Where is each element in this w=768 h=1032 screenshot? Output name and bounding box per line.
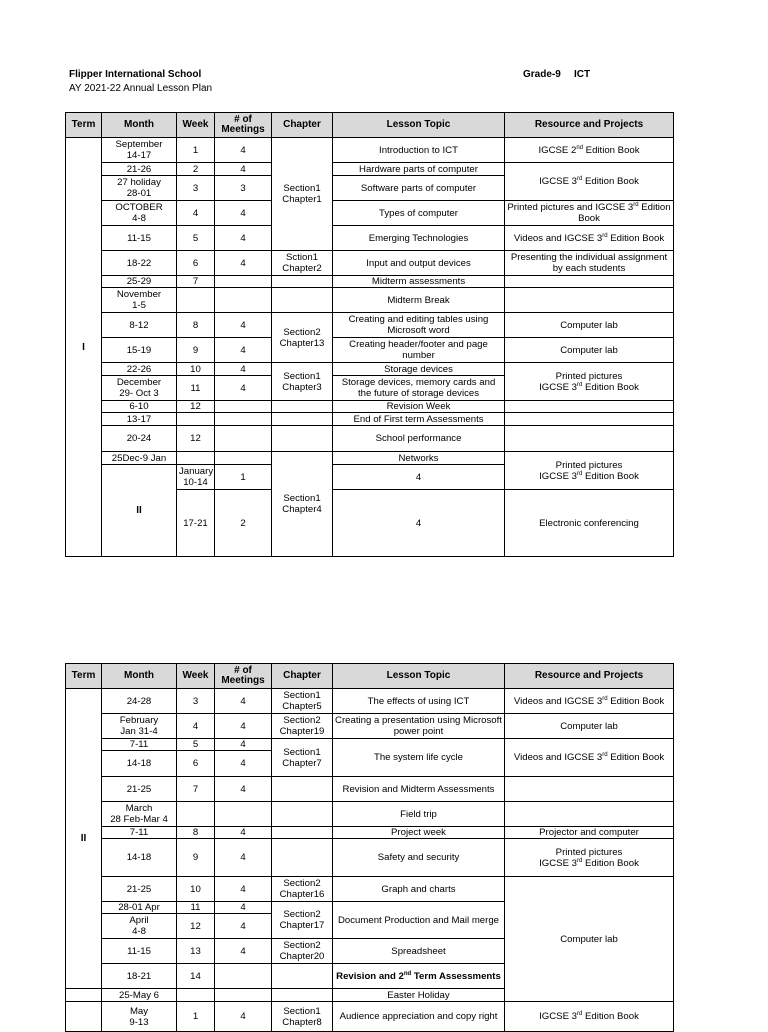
table-cell: 6 [177, 251, 215, 276]
table-row [66, 689, 674, 714]
table-cell: Printed pictures IGCSE 3rd Edition Book [505, 452, 674, 490]
table-cell: 4 [215, 338, 272, 363]
table-cell: 25-29 [102, 276, 177, 288]
table-cell: 4 [215, 839, 272, 877]
table-cell: Section2 Chapter16 [272, 877, 333, 902]
table-cell [505, 401, 674, 413]
table-cell: Midterm assessments [333, 276, 505, 288]
table-cell: IGCSE 3rd Edition Book [505, 1002, 674, 1032]
table-row [66, 338, 674, 363]
column-header: Chapter [272, 113, 333, 138]
table-cell: Revision and 2nd Term Assessments [333, 964, 505, 989]
table-cell: Software parts of computer [333, 176, 505, 201]
table-cell: Midterm Break [333, 288, 505, 313]
table-cell [215, 802, 272, 827]
table-cell: Electronic conferencing [505, 490, 674, 557]
table-cell: 13-17 [102, 413, 177, 426]
table-cell: Field trip [333, 802, 505, 827]
table-cell [177, 989, 215, 1002]
grade-label: Grade-9 [523, 69, 561, 80]
table-cell [215, 401, 272, 413]
table-cell: 8 [177, 313, 215, 338]
table-cell: Creating a presentation using Microsoft power point [333, 714, 505, 739]
table-cell: 12 [177, 426, 215, 452]
table-cell: 4 [215, 939, 272, 964]
table-cell: IGCSE 2nd Edition Book [505, 138, 674, 163]
table-cell: 4 [177, 714, 215, 739]
table-cell: 24-28 [102, 689, 177, 714]
table-cell: 4 [215, 877, 272, 902]
table-header-row [66, 113, 674, 138]
table-cell [215, 964, 272, 989]
table-cell [177, 452, 215, 465]
table-cell: Revision Week [333, 401, 505, 413]
table-cell: Videos and IGCSE 3rd Edition Book [505, 739, 674, 777]
table-cell: 4 [215, 714, 272, 739]
table-cell: 4 [215, 751, 272, 777]
table-cell: January 10-14 [177, 465, 215, 490]
table-row [66, 276, 674, 288]
table-row [66, 426, 674, 452]
table-cell [505, 413, 674, 426]
table-cell: 7 [177, 777, 215, 802]
table-cell: The effects of using ICT [333, 689, 505, 714]
table-cell: Section2 Chapter19 [272, 714, 333, 739]
column-header: Term [66, 113, 102, 138]
table-cell: Section1 Chapter5 [272, 689, 333, 714]
table-cell [272, 276, 333, 288]
table-cell: 3 [177, 176, 215, 201]
table-cell [272, 777, 333, 802]
subject-label: ICT [574, 69, 591, 80]
table-cell: 27 holiday 28-01 [102, 176, 177, 201]
table-cell [272, 839, 333, 877]
table-cell: 17-21 [177, 490, 215, 557]
table-cell: 25Dec-9 Jan [102, 452, 177, 465]
table-cell [505, 777, 674, 802]
table-cell [272, 802, 333, 827]
table-cell [272, 989, 333, 1002]
table-cell: 4 [215, 376, 272, 401]
table-cell: Section1 Chapter7 [272, 739, 333, 777]
table-cell: Emerging Technologies [333, 226, 505, 251]
table-cell [177, 802, 215, 827]
table-cell [215, 276, 272, 288]
table-cell: Section1 Chapter3 [272, 363, 333, 401]
table-cell: 21-25 [102, 777, 177, 802]
table-cell: Printed pictures IGCSE 3rd Edition Book [505, 839, 674, 877]
table-cell: 12 [177, 401, 215, 413]
table-cell: 14-18 [102, 839, 177, 877]
table-header-row [66, 664, 674, 689]
table-cell: 4 [215, 251, 272, 276]
table-cell [215, 413, 272, 426]
table-cell [505, 276, 674, 288]
table-row [66, 1002, 674, 1032]
table-row [66, 777, 674, 802]
table-cell: Hardware parts of computer [333, 163, 505, 176]
table-cell: End of First term Assessments [333, 413, 505, 426]
table-cell [272, 827, 333, 839]
table-cell: 11-15 [102, 226, 177, 251]
table-cell: 4 [215, 226, 272, 251]
table-cell: 14 [177, 964, 215, 989]
table-cell: Printed pictures IGCSE 3rd Edition Book [505, 363, 674, 401]
table-row [66, 739, 674, 751]
table-cell: Project week [333, 827, 505, 839]
table-cell: 1 [177, 138, 215, 163]
column-header: Month [102, 113, 177, 138]
table-cell: 2 [177, 163, 215, 176]
table-cell [66, 1002, 102, 1032]
table-row [66, 138, 674, 163]
table-cell: 11 [177, 902, 215, 914]
table-cell [215, 426, 272, 452]
table-row [66, 313, 674, 338]
table-cell: 4 [215, 138, 272, 163]
table-cell [505, 802, 674, 827]
column-header: # of Meetings [215, 113, 272, 138]
table-cell: Storage devices, memory cards and the future of storage devices [333, 376, 505, 401]
column-header: Week [177, 113, 215, 138]
table-cell: Projector and computer [505, 827, 674, 839]
plan-title: AY 2021-22 Annual Lesson Plan [69, 83, 213, 94]
table-cell: II [102, 465, 177, 557]
table-row [66, 288, 674, 313]
table-cell: School performance [333, 426, 505, 452]
table-cell: 10 [177, 877, 215, 902]
table-row [66, 251, 674, 276]
table-cell: 11-15 [102, 939, 177, 964]
table-cell: The system life cycle [333, 739, 505, 777]
table-cell: Audience appreciation and copy right [333, 1002, 505, 1032]
table-cell: Section1 Chapter8 [272, 1002, 333, 1032]
table-cell: April 4-8 [102, 914, 177, 939]
table-cell: 4 [215, 739, 272, 751]
column-header: # of Meetings [215, 664, 272, 689]
table-cell [66, 989, 102, 1002]
column-header: Resource and Projects [505, 664, 674, 689]
school-name: Flipper International School [69, 69, 202, 80]
table-cell: Document Production and Mail merge [333, 902, 505, 939]
table-cell: 8-12 [102, 313, 177, 338]
table-cell: 7-11 [102, 739, 177, 751]
table-cell: September 14-17 [102, 138, 177, 163]
table-cell: 12 [177, 914, 215, 939]
table-cell: Types of computer [333, 201, 505, 226]
table-cell: 10 [177, 363, 215, 376]
table-cell [215, 989, 272, 1002]
table-cell: 22-26 [102, 363, 177, 376]
table-cell: 15-19 [102, 338, 177, 363]
table-cell: 4 [215, 201, 272, 226]
table-cell: 18-22 [102, 251, 177, 276]
table-row [66, 452, 674, 465]
table-cell: Computer lab [505, 338, 674, 363]
table-cell: December 29- Oct 3 [102, 376, 177, 401]
table-cell: 4 [215, 1002, 272, 1032]
table-cell: May 9-13 [102, 1002, 177, 1032]
table-row [66, 802, 674, 827]
table-cell: Sction1 Chapter2 [272, 251, 333, 276]
table-cell: Section1 Chapter4 [272, 452, 333, 557]
table-row [66, 877, 674, 902]
table-cell: Printed pictures and IGCSE 3rd Edition Book [505, 201, 674, 226]
table-cell: Videos and IGCSE 3rd Edition Book [505, 689, 674, 714]
table-cell: 3 [177, 689, 215, 714]
table-cell: 20-24 [102, 426, 177, 452]
column-header: Month [102, 664, 177, 689]
table-cell: 4 [333, 465, 505, 490]
table-row [66, 226, 674, 251]
table-cell: 5 [177, 226, 215, 251]
table-cell [272, 401, 333, 413]
table-row [66, 401, 674, 413]
table-cell: Section2 Chapter20 [272, 939, 333, 964]
table-cell [177, 413, 215, 426]
table-cell: Section2 Chapter13 [272, 313, 333, 363]
table-cell [272, 964, 333, 989]
table-cell [272, 426, 333, 452]
table-cell: II [66, 689, 102, 989]
table-cell: Input and output devices [333, 251, 505, 276]
table-cell: Computer lab [505, 877, 674, 1002]
lesson-plan-table-term-1 [65, 112, 674, 557]
table-cell: 4 [215, 689, 272, 714]
table-cell: OCTOBER 4-8 [102, 201, 177, 226]
table-cell: Storage devices [333, 363, 505, 376]
table-cell: 1 [177, 1002, 215, 1032]
table-row [66, 827, 674, 839]
table-cell: Easter Holiday [333, 989, 505, 1002]
table-cell: 4 [215, 827, 272, 839]
lesson-plan-table-term-2 [65, 663, 674, 1032]
table-cell: Videos and IGCSE 3rd Edition Book [505, 226, 674, 251]
table-cell: 4 [215, 163, 272, 176]
table-cell: 8 [177, 827, 215, 839]
table-cell [272, 413, 333, 426]
column-header: Resource and Projects [505, 113, 674, 138]
table-cell: 5 [177, 739, 215, 751]
table-cell: I [66, 138, 102, 557]
table-cell: 28-01 Apr [102, 902, 177, 914]
table-cell: Networks [333, 452, 505, 465]
table-cell: 4 [215, 777, 272, 802]
table-cell: IGCSE 3rd Edition Book [505, 163, 674, 201]
table-row [66, 714, 674, 739]
table-cell: 21-26 [102, 163, 177, 176]
table-cell: 21-25 [102, 877, 177, 902]
table-cell: 9 [177, 338, 215, 363]
table-cell: 1 [215, 465, 272, 490]
table-cell: 9 [177, 839, 215, 877]
table-row [66, 363, 674, 376]
column-header: Chapter [272, 664, 333, 689]
column-header: Week [177, 664, 215, 689]
table-cell: 4 [177, 201, 215, 226]
table-cell: 7 [177, 276, 215, 288]
table-row [66, 163, 674, 176]
table-cell: Section2 Chapter17 [272, 902, 333, 939]
table-cell: 2 [215, 490, 272, 557]
table-cell [177, 288, 215, 313]
table-cell: 7-11 [102, 827, 177, 839]
table-cell: Creating and editing tables using Microsoft word [333, 313, 505, 338]
table-cell: 4 [215, 902, 272, 914]
table-cell: Introduction to ICT [333, 138, 505, 163]
table-cell [215, 452, 272, 465]
table-cell: November 1-5 [102, 288, 177, 313]
table-cell [215, 288, 272, 313]
table-cell: 3 [215, 176, 272, 201]
table-row [66, 413, 674, 426]
table-cell: Safety and security [333, 839, 505, 877]
table-cell: 4 [333, 490, 505, 557]
table-cell: Computer lab [505, 313, 674, 338]
column-header: Term [66, 664, 102, 689]
table-row [66, 201, 674, 226]
table-cell [505, 426, 674, 452]
table-cell: 6-10 [102, 401, 177, 413]
table-cell: Computer lab [505, 714, 674, 739]
column-header: Lesson Topic [333, 664, 505, 689]
table-cell: 14-18 [102, 751, 177, 777]
table-cell: February Jan 31-4 [102, 714, 177, 739]
table-cell: 11 [177, 376, 215, 401]
table-cell: March 28 Feb-Mar 4 [102, 802, 177, 827]
table-cell: Presenting the individual assignment by each students [505, 251, 674, 276]
table-cell: Revision and Midterm Assessments [333, 777, 505, 802]
table-cell [272, 288, 333, 313]
table-cell: 4 [215, 363, 272, 376]
table-cell: 4 [215, 914, 272, 939]
table-cell [505, 288, 674, 313]
column-header: Lesson Topic [333, 113, 505, 138]
table-cell: 6 [177, 751, 215, 777]
table-cell: 25-May 6 [102, 989, 177, 1002]
table-cell: Section1 Chapter1 [272, 138, 333, 251]
table-cell: Graph and charts [333, 877, 505, 902]
table-cell: 18-21 [102, 964, 177, 989]
table-cell: Spreadsheet [333, 939, 505, 964]
table-cell: 4 [215, 313, 272, 338]
table-cell: Creating header/footer and page number [333, 338, 505, 363]
table-row [66, 839, 674, 877]
table-cell: 13 [177, 939, 215, 964]
